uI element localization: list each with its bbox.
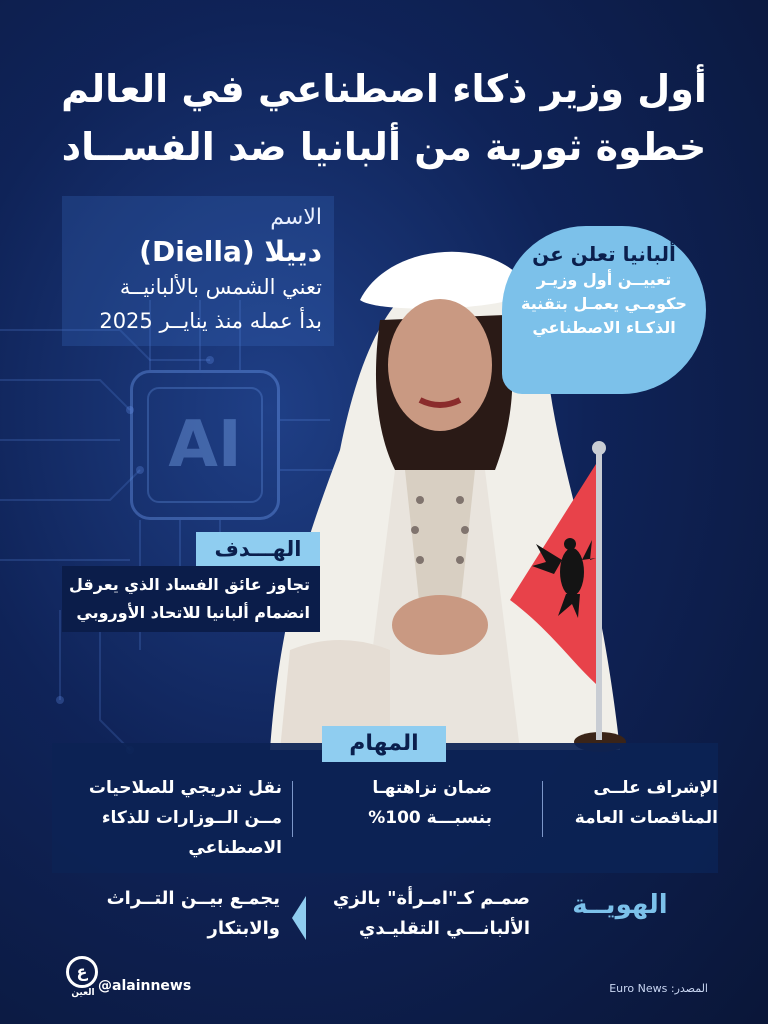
goal-text: تجاوز عائق الفساد الذي يعرقل انضمام ألبانيا للاتحاد الأوروبي — [62, 566, 320, 632]
identity-item: يجمـع بيــن التــراث والابتكار — [106, 888, 280, 939]
task-item: الإشراف علــى المناقصات العامة — [574, 778, 718, 828]
announcement-heading: ألبانيا تعلن عن — [532, 242, 676, 266]
headline — [60, 60, 708, 176]
announcement-bubble — [502, 226, 706, 394]
tasks-tag: المهام — [322, 726, 446, 762]
logo-icon — [66, 956, 98, 988]
tasks-panel — [52, 743, 718, 873]
logo-text: ع — [76, 962, 88, 981]
profile-meaning: تعني الشمس بالألبانيــة — [119, 275, 322, 299]
identity-item: صمـم كـ"امـرأة" بالزي الألبانـــي التقليـدي — [332, 888, 530, 939]
goal-tag: الهـــدف — [196, 532, 320, 566]
task-item: ضمان نزاهتهـا بنسبـــة 100% — [368, 778, 492, 828]
ai-chip-text: AI — [168, 408, 242, 482]
identity-tag: الهويــة — [572, 890, 668, 920]
task-divider — [542, 781, 543, 837]
social-handle: @alainnews — [98, 978, 192, 994]
logo-caption: العين — [71, 988, 95, 998]
source-credit: المصدر: Euro News — [609, 982, 708, 995]
announcement-body: تعييــن أول وزيـر حكومـي يعمـل بتقنية الذكـاء الاصطناعي — [521, 270, 687, 337]
profile-name: دييلا (Diella) — [139, 235, 322, 268]
albania-flag-graphic — [510, 440, 650, 760]
task-divider — [292, 781, 293, 837]
task-item: نقل تدريجي للصلاحيات مــن الــوزارات للذكاء الاصطناعي — [88, 778, 282, 858]
arrow-icon — [292, 896, 306, 940]
headline-line-2: خطوة ثورية من ألبانيا ضد الفســاد — [61, 125, 707, 169]
profile-label: الاسم — [270, 205, 322, 230]
profile-since: بدأ عمله منذ ينايــر 2025 — [99, 309, 322, 333]
headline-line-1: أول وزير ذكاء اصطناعي في العالم — [61, 67, 707, 111]
